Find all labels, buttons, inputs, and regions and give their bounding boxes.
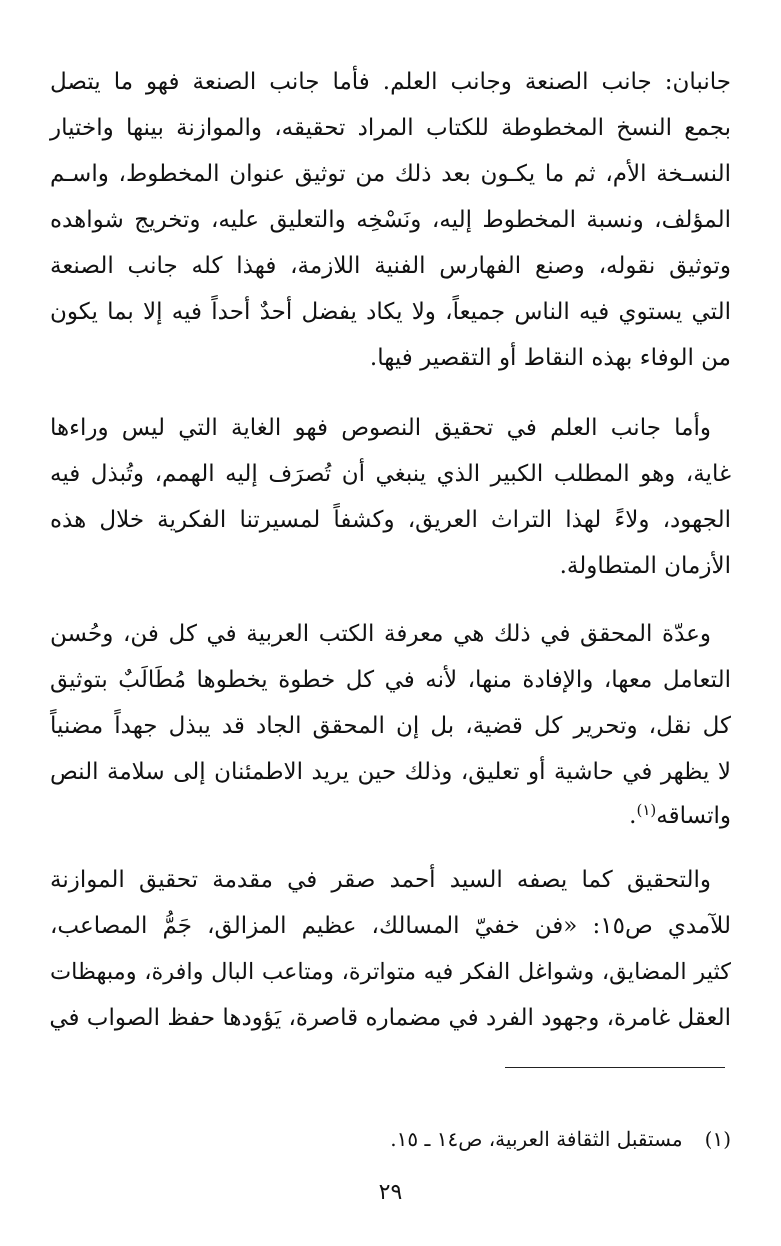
text-line: النسـخة الأم، ثم ما يكـون بعد ذلك من توثيق عنوان المخطوط، واسـم bbox=[50, 161, 731, 187]
text-line: الجهود، ولاءً لهذا التراث العريق، وكشفاً لمسيرتنا الفكرية خلال هذه bbox=[50, 507, 731, 533]
text-line: غاية، وهو المطلب الكبير الذي ينبغي أن تُصرَف إليه الهمم، وتُبذل فيه bbox=[50, 461, 731, 487]
footnote-text: مستقبل الثقافة العربية، ص١٤ ـ ١٥. bbox=[390, 1127, 683, 1151]
text-fragment: . bbox=[629, 803, 637, 829]
text-line: من الوفاء بهذه النقاط أو التقصير فيها. bbox=[369, 345, 731, 371]
text-line: والتحقيق كما يصفه السيد أحمد صقر في مقدمة تحقيق الموازنة bbox=[50, 867, 711, 893]
text-line: كل نقل، وتحرير كل قضية، بل إن المحقق الجاد قد يبذل جهداً مضنياً bbox=[50, 713, 731, 739]
footnote-separator bbox=[505, 1067, 725, 1068]
footnote-number: (١) bbox=[704, 1127, 731, 1151]
text-line: العقل غامرة، وجهود الفرد في مضماره قاصرة، يَؤودها حفظ الصواب في bbox=[49, 1005, 731, 1031]
footnote-reference[interactable]: (١) bbox=[636, 801, 657, 819]
footnote bbox=[120, 1124, 731, 1154]
text-line: بجمع النسخ المخطوطة للكتاب المراد تحقيقه، والموازنة بينها واختيار bbox=[50, 115, 731, 141]
text-line: الأزمان المتطاولة. bbox=[559, 553, 731, 579]
text-line: وتوثيق نقوله، وصنع الفهارس الفنية اللازمة، فهذا كله جانب الصنعة bbox=[50, 253, 731, 279]
text-line: لا يظهر في حاشية أو تعليق، وذلك حين يريد الاطمئنان إلى سلامة النص bbox=[50, 759, 731, 785]
text-line: جانبان: جانب الصنعة وجانب العلم. فأما جانب الصنعة فهو ما يتصل bbox=[50, 69, 731, 95]
text-line: التي يستوي فيه الناس جميعاً، ولا يكاد يفضل أحدٌ أحداً فيه إلا بما يكون bbox=[50, 299, 731, 325]
text-line: وأما جانب العلم في تحقيق النصوص فهو الغاية التي ليس وراءها bbox=[50, 415, 711, 441]
page-number: ٢٩ bbox=[378, 1180, 403, 1205]
text-fragment: واتساقه bbox=[656, 803, 731, 829]
text-line: للآمدي ص١٥: «فن خفيّ المسالك، عظيم المزالق، جَمُّ المصاعب، bbox=[50, 913, 731, 939]
text-line: كثير المضايق، وشواغل الفكر فيه متواترة، ومتاعب البال وافرة، ومبهظات bbox=[50, 959, 731, 985]
text-line: وعدّة المحقق في ذلك هي معرفة الكتب العربية في كل فن، وحُسن bbox=[50, 621, 711, 647]
text-line: التعامل معها، والإفادة منها، لأنه في كل خطوة يخطوها مُطَالَبٌ بتوثيق bbox=[50, 667, 731, 693]
text-line: المؤلف، ونسبة المخطوط إليه، ونَسْخِه والتعليق عليه، وتخريج شواهده bbox=[50, 207, 731, 233]
text-line-with-footnote-ref bbox=[50, 790, 731, 830]
